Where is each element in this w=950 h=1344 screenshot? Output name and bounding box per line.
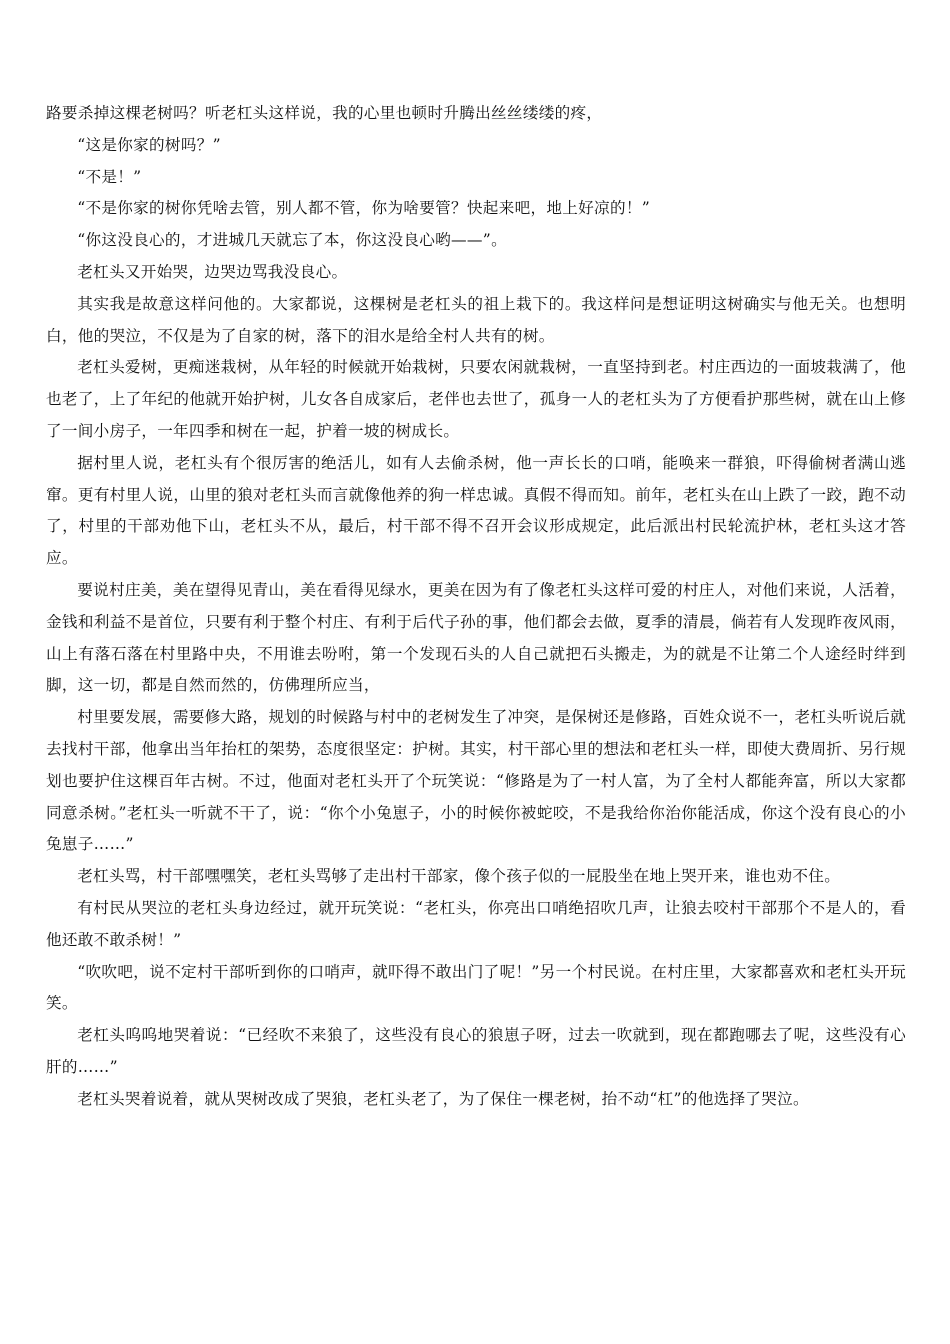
paragraph-7: 其实我是故意这样问他的。大家都说，这棵树是老杠头的祖上栽下的。我这样问是想证明这树确实与他无关。也想明白，他的哭泣，不仅是为了自家的树，落下的泪水是给全村人共有的树。 bbox=[46, 294, 906, 345]
paragraph-8: 老杠头爱树，更痴迷栽树，从年轻的时候就开始栽树，只要农闲就栽树，一直坚持到老。村庄西边的一面坡栽满了，他也老了，上了年纪的他就开始护树，儿女各自成家后，老伴也去世了，孤身一人的老杠头为了方便看护那些树，就在山上修了一间小房子，一年四季和树在一起，护着一坡的树成长。 bbox=[46, 358, 906, 440]
paragraph-12: 老杠头骂，村干部嘿嘿笑，老杠头骂够了走出村干部家，像个孩子似的一屁股坐在地上哭开来，谁也劝不住。 bbox=[77, 867, 841, 886]
paragraph-10: 要说村庄美，美在望得见青山，美在看得见绿水，更美在因为有了像老杠头这样可爱的村庄人，对他们来说，人活着，金钱和利益不是首位，只要有利于整个村庄、有利于后代子孙的事，他们都会去做，夏季的清晨，倘若有人发现昨夜风雨，山上有落石落在村里路中央，不用谁去吩咐，第一个发现石头的人自己就把石头搬走，为的就是不让第二个人途经时绊到脚，这一切，都是自然而然的，仿佛理所应当， bbox=[46, 580, 906, 695]
paragraph-1: 路要杀掉这棵老树吗？听老杠头这样说，我的心里也顿时升腾出丝丝缕缕的疼， bbox=[46, 104, 603, 122]
article-body bbox=[46, 98, 906, 1116]
paragraph-14: “吹吹吧，说不定村干部听到你的口哨声，就吓得不敢出门了呢！”另一个村民说。在村庄里，大家都喜欢和老杠头开玩笑。 bbox=[46, 962, 906, 1013]
paragraph-2: “这是你家的树吗？” bbox=[77, 135, 221, 154]
paragraph-5: “你这没良心的，才进城几天就忘了本，你这没良心哟——”。 bbox=[77, 231, 507, 250]
paragraph-9: 据村里人说，老杠头有个很厉害的绝活儿，如有人去偷杀树，他一声长长的口哨，能唤来一群狼，吓得偷树者满山逃窜。更有村里人说，山里的狼对老杠头而言就像他养的狗一样忠诚。真假不得而知。前年，老杠头在山上跌了一跤，跑不动了，村里的干部劝他下山，老杠头不从，最后，村干部不得不召开会议形成规定，此后派出村民轮流护林，老杠头这才答应。 bbox=[46, 453, 906, 568]
paragraph-11: 村里要发展，需要修大路，规划的时候路与村中的老树发生了冲突，是保树还是修路，百姓众说不一，老杠头听说后就去找村干部，他拿出当年抬杠的架势，态度很坚定：护树。其实，村干部心里的想法和老杠头一样，即使大费周折、另行规划也要护住这棵百年古树。不过，他面对老杠头开了个玩笑说：“修路是为了一村人富，为了全村人都能奔富，所以大家都同意杀树。”老杠头一听就不干了，说：“你个小兔崽子，小的时候你被蛇咬，不是我给你治你能活成，你这个没有良心的小兔崽子……” bbox=[46, 708, 906, 854]
paragraph-13: 有村民从哭泣的老杠头身边经过，就开玩笑说：“老杠头，你亮出口哨绝招吹几声，让狼去咬村干部那个不是人的，看他还敢不敢杀树！” bbox=[46, 898, 906, 949]
paragraph-4: “不是你家的树你凭啥去管，别人都不管，你为啥要管？快起来吧，地上好凉的！” bbox=[77, 199, 651, 218]
paragraph-16: 老杠头哭着说着，就从哭树改成了哭狼，老杠头老了，为了保住一棵老树，抬不动“杠”的他选择了哭泣。 bbox=[77, 1089, 809, 1108]
paragraph-3: “不是！” bbox=[77, 167, 142, 186]
paragraph-6: 老杠头又开始哭，边哭边骂我没良心。 bbox=[77, 262, 348, 281]
paragraph-15: 老杠头呜呜地哭着说：“已经吹不来狼了，这些没有良心的狼崽子呀，过去一吹就到，现在都跑哪去了呢，这些没有心肝的……” bbox=[46, 1026, 906, 1076]
